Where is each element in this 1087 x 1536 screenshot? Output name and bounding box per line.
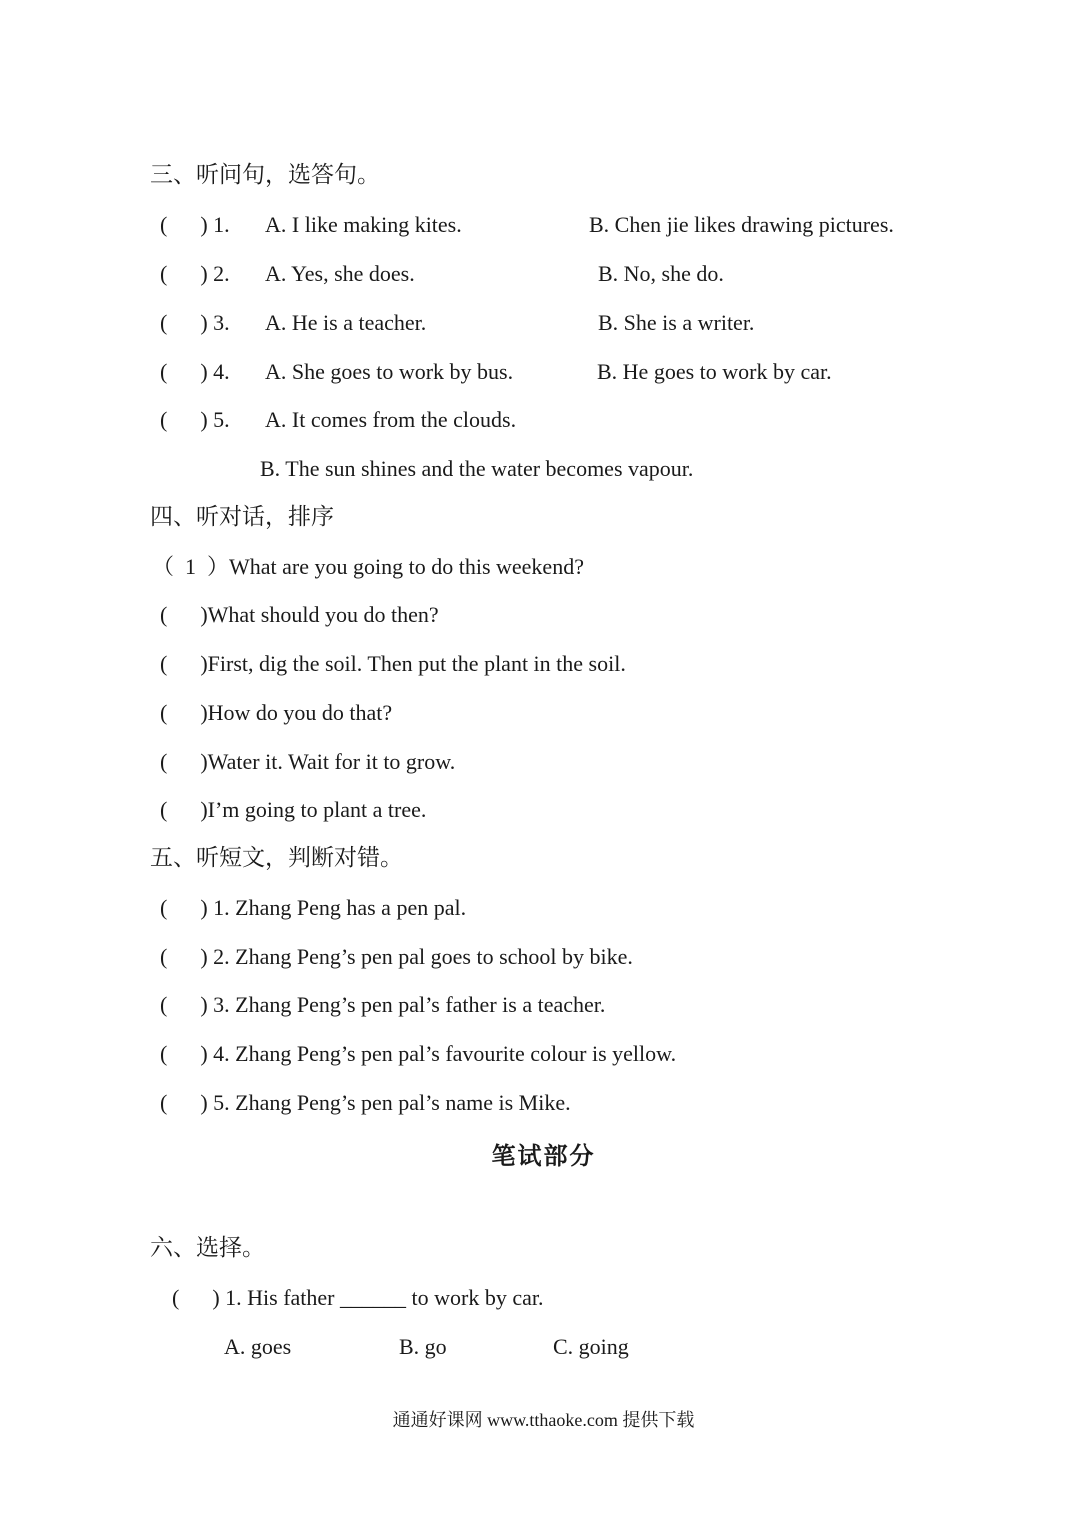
s3-q5-option-a: A. It comes from the clouds. [265,407,517,432]
s4-item-3: ( )First, dig the soil. Then put the plant in the soil. [160,651,626,676]
s3-q2-option-b: B. No, she do. [598,261,724,286]
s3-q4-option-a: A. She goes to work by bus. [265,359,514,384]
s3-q2-option-a: A. Yes, she does. [265,261,415,286]
s3-q3-option-b: B. She is a writer. [598,310,755,335]
s5-item-4: ( ) 4. Zhang Peng’s pen pal’s favourite colour is yellow. [160,1041,677,1066]
s6-q1: ( ) 1. His father ______ to work by car. [172,1285,544,1310]
s3-q3-number: ( ) 3. [160,310,230,335]
s3-q3-option-a: A. He is a teacher. [265,310,427,335]
s5-item-2: ( ) 2. Zhang Peng’s pen pal goes to school by bike. [160,944,633,969]
s5-item-3: ( ) 3. Zhang Peng’s pen pal’s father is a teacher. [160,992,606,1017]
s3-q5-number: ( ) 5. [160,407,230,432]
s4-item-4: ( )How do you do that? [160,700,393,725]
s3-q2-number: ( ) 2. [160,261,230,286]
s6-q1-option-b: B. go [399,1334,447,1359]
s4-item-1: （ 1 ）What are you going to do this weekend? [152,554,584,579]
page-footer: 通通好课网 www.tthaoke.com 提供下载 [392,1410,695,1430]
s5-item-5: ( ) 5. Zhang Peng’s pen pal’s name is Mike. [160,1090,571,1115]
s3-q1-option-b: B. Chen jie likes drawing pictures. [589,212,894,237]
s6-q1-option-a: A. goes [224,1334,292,1359]
s3-q4-number: ( ) 4. [160,359,230,384]
s4-item-5: ( )Water it. Wait for it to grow. [160,749,456,774]
s3-q4-option-b: B. He goes to work by car. [597,359,832,384]
s6-q1-option-c: C. going [553,1334,629,1359]
s4-item-2: ( )What should you do then? [160,602,439,627]
section-3-heading: 三、听问句，选答句。 [150,162,380,187]
section-6-heading: 六、选择。 [150,1235,265,1260]
s3-q1-option-a: A. I like making kites. [265,212,462,237]
written-part-title: 笔试部分 [491,1142,596,1170]
section-5-heading: 五、听短文，判断对错。 [150,845,403,870]
s3-q5-option-b: B. The sun shines and the water becomes vapour. [260,456,694,481]
s4-item-6: ( )I’m going to plant a tree. [160,797,427,822]
s5-item-1: ( ) 1. Zhang Peng has a pen pal. [160,895,467,920]
s3-q1-number: ( ) 1. [160,212,230,237]
section-4-heading: 四、听对话，排序 [150,504,334,529]
